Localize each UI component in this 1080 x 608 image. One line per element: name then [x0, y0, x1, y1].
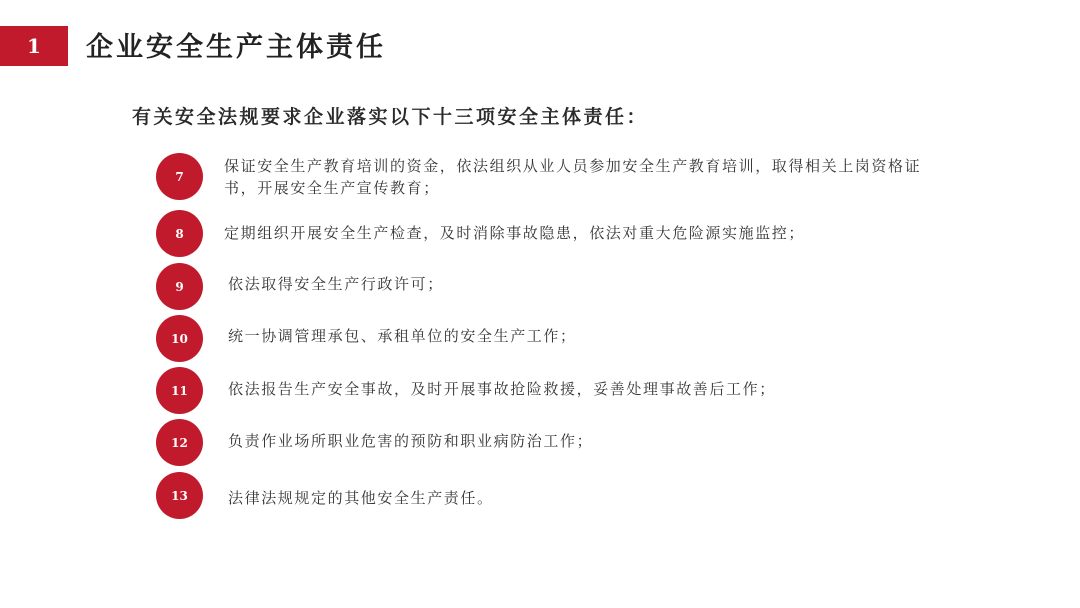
item-number-badge: 9 — [156, 263, 203, 310]
item-text: 负责作业场所职业危害的预防和职业病防治工作； — [228, 432, 594, 450]
item-number-badge: 12 — [156, 419, 203, 466]
item-number-badge: 13 — [156, 472, 203, 519]
item-text: 保证安全生产教育培训的资金，依法组织从业人员参加安全生产教育培训，取得相关上岗资格证书，开展安全生产宣传教育； — [224, 157, 922, 197]
item-text: 定期组织开展安全生产检查，及时消除事故隐患，依法对重大危险源实施监控； — [224, 224, 806, 242]
item-number-badge: 7 — [156, 153, 203, 200]
item-number-badge: 11 — [156, 367, 203, 414]
item-text: 依法报告生产安全事故，及时开展事故抢险救援，妥善处理事故善后工作； — [228, 380, 776, 398]
item-text: 统一协调管理承包、承租单位的安全生产工作； — [228, 327, 577, 345]
item-text: 法律法规规定的其他安全生产责任。 — [228, 489, 494, 507]
item-number-badge: 8 — [156, 210, 203, 257]
section-number-badge: 1 — [0, 26, 68, 66]
intro-text: 有关安全法规要求企业落实以下十三项安全主体责任： — [132, 106, 649, 128]
item-text: 依法取得安全生产行政许可； — [228, 275, 444, 293]
section-title: 企业安全生产主体责任 — [86, 32, 386, 63]
item-number-badge: 10 — [156, 315, 203, 362]
